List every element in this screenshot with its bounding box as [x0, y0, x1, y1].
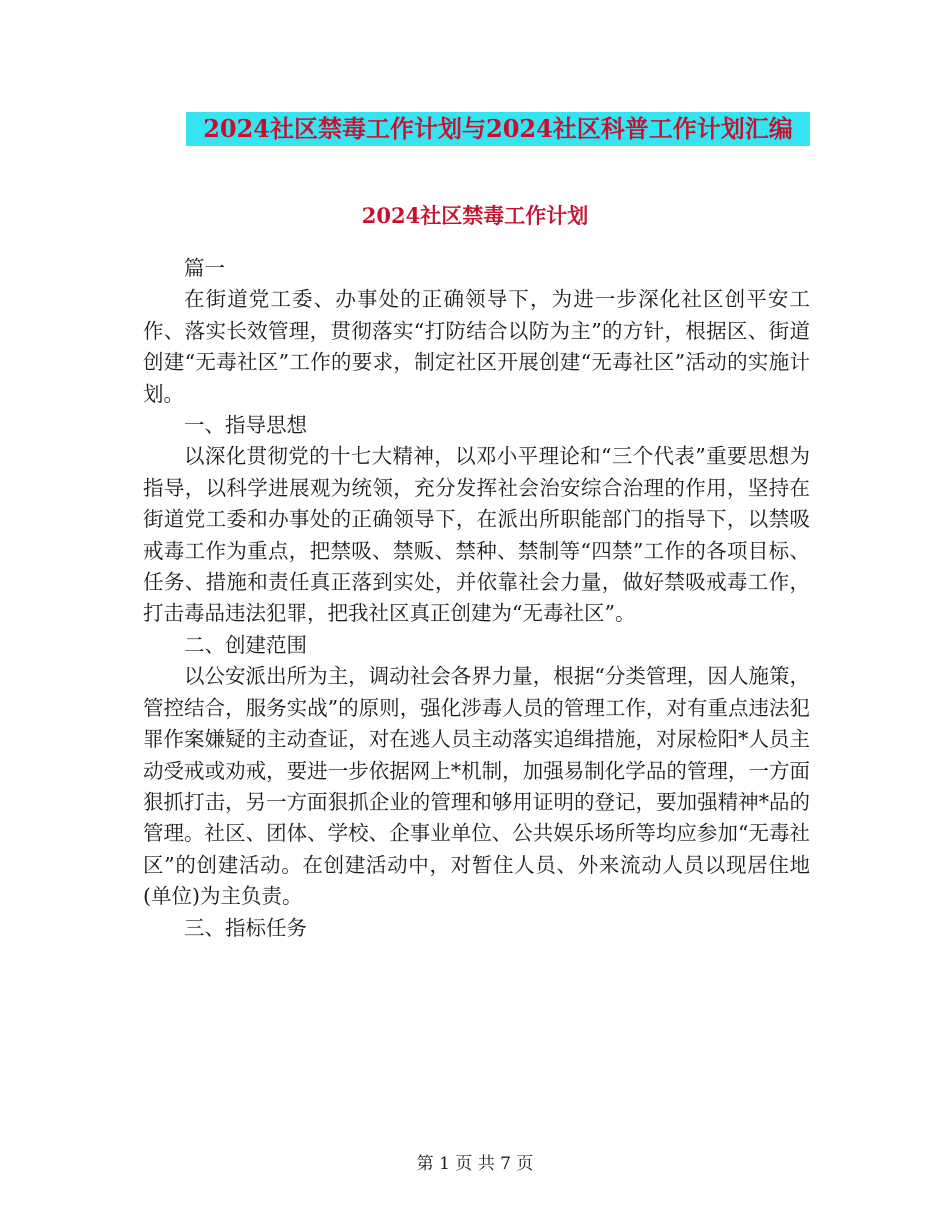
heading-targets: 三、指标任务: [184, 915, 307, 940]
heading-guiding-thought: 一、指导思想: [184, 413, 307, 438]
document-body: [143, 253, 810, 944]
heading-scope: 二、创建范围: [184, 632, 307, 657]
document-title: 2024社区禁毒工作计划与2024社区科普工作计划汇编: [186, 112, 810, 146]
section-title: 2024社区禁毒工作计划: [361, 203, 589, 228]
paragraph-guiding-thought: 以深化贯彻党的十七大精神，以邓小平理论和“三个代表”重要思想为指导，以科学进展观为统领，充分发挥社会治安综合治理的作用，坚持在街道党工委和办事处的正确领导下，在派出所职能部门的指导下，以禁吸戒毒工作为重点，把禁吸、禁贩、禁种、禁制等“四禁”工作的各项目标、任务、措施和责任真正落到实处，并依靠社会力量，做好禁吸戒毒工作，打击毒品违法犯罪，把我社区真正创建为“无毒社区”。: [143, 444, 810, 626]
paragraph-scope: 以公安派出所为主，调动社会各界力量，根据“分类管理，因人施策，管控结合，服务实战”的原则，强化涉毒人员的管理工作，对有重点违法犯罪作案嫌疑的主动查证，对在逃人员主动落实追缉措施，对尿检阳*人员主动受戒或劝戒，要进一步依据网上*机制，加强易制化学品的管理，一方面狠抓打击，另一方面狠抓企业的管理和够用证明的登记，要加强精神*品的管理。社区、团体、学校、企事业单位、公共娱乐场所等均应参加“无毒社区”的创建活动。在创建活动中，对暂住人员、外来流动人员以现居住地(单位)为主负责。: [143, 664, 810, 909]
paragraph-heading-part-one: 篇一: [184, 256, 225, 280]
paragraph-intro: 在街道党工委、办事处的正确领导下，为进一步深化社区创平安工作、落实长效管理，贯彻落实“打防结合以防为主”的方针，根据区、街道创建“无毒社区”工作的要求，制定社区开展创建“无毒社区”活动的实施计划。: [143, 287, 810, 406]
page-footer: 第 1 页 共 7 页: [416, 1154, 534, 1174]
